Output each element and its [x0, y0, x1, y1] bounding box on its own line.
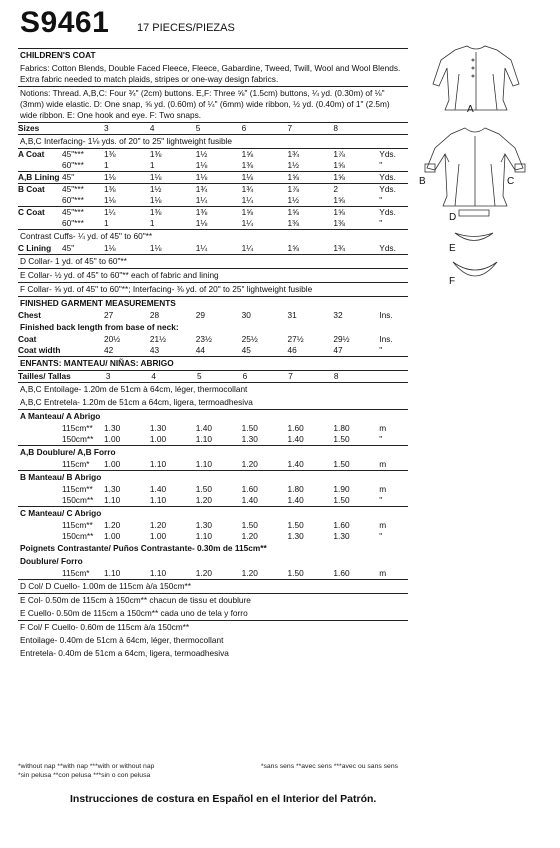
- size-value: 1.10: [104, 568, 121, 578]
- size-value: 1.50: [333, 459, 350, 469]
- poignets-text: Poignets Contrastante/ Puños Contrastante- 0.30m de 115cm**: [20, 543, 267, 553]
- fabric-width: 45": [61, 172, 75, 182]
- size-value: 1.20: [241, 459, 258, 469]
- size-value: 1⅜: [104, 149, 116, 159]
- footnotes: [18, 762, 398, 780]
- size-value: 32: [333, 310, 343, 320]
- unit: m: [379, 484, 387, 494]
- unit: Ins.: [379, 334, 393, 344]
- size-value: 1.10: [149, 495, 167, 505]
- size-value: 1.30: [104, 484, 121, 494]
- spa-group-label: B Manteau/ B Abrigo: [18, 470, 408, 484]
- size-value: 4: [149, 123, 155, 133]
- yardage-row: [18, 171, 408, 183]
- size-value: 1½: [149, 184, 162, 194]
- size-value: 1⅝: [333, 160, 345, 170]
- fabric-width: 60"***: [61, 195, 84, 205]
- unit: m: [379, 459, 387, 469]
- yardage-row: [18, 148, 408, 160]
- size-value: 1¼: [195, 195, 208, 205]
- view-f-label: F: [449, 276, 456, 287]
- spa-group-label: A,B Doublure/ A,B Forro: [18, 445, 408, 459]
- size-value: 5: [197, 371, 202, 381]
- size-value: 43: [149, 345, 160, 355]
- size-value: 1¾: [195, 184, 208, 194]
- size-value: 28: [149, 310, 160, 320]
- size-value: 1.50: [287, 568, 304, 578]
- yardage-row: [18, 218, 408, 229]
- metric-row: [18, 423, 408, 434]
- footnote-english: *without nap **with nap ***with or without nap: [18, 763, 155, 770]
- size-value: 5: [195, 123, 201, 133]
- yardage-chart: [18, 48, 408, 660]
- fabric-width: 60"***: [61, 218, 84, 228]
- garment-illustrations: [415, 40, 545, 300]
- size-value: 1.40: [241, 495, 258, 505]
- row-label: Tailles/ Tallas: [18, 371, 71, 381]
- cuffs-text: Contrast Cuffs- ¼ yd. of 45" to 60"**: [18, 229, 408, 243]
- size-value: 1.30: [195, 520, 212, 530]
- sizes-row: [18, 122, 408, 134]
- e-collar-text: E Collar- ½ yd. of 45" to 60"** each of fabric and lining: [18, 268, 408, 282]
- size-value: 1¼: [241, 195, 254, 205]
- size-value: 1.30: [104, 423, 121, 433]
- row-label: C Coat: [18, 207, 45, 217]
- size-value: 1¾: [241, 184, 254, 194]
- fabric-width: 45"***: [61, 184, 84, 194]
- size-value: 1⅛: [195, 172, 208, 182]
- unit: ": [379, 434, 383, 444]
- c-lining-row: [18, 243, 408, 254]
- size-value: 21½: [149, 334, 167, 344]
- size-value: 8: [333, 371, 339, 381]
- unit: [379, 371, 408, 382]
- size-value: 1⅛: [241, 172, 254, 182]
- back-length-label: Finished back length from base of neck:: [20, 322, 179, 332]
- metric-row: [18, 484, 408, 495]
- view-d-label: D: [449, 212, 457, 223]
- pieces-count: 17 PIECES/PIEZAS: [137, 22, 235, 34]
- size-value: 27: [104, 310, 114, 320]
- entoilage-f-text: Entoilage- 0.40m de 51cm à 64cm, léger, thermocollant: [20, 635, 224, 645]
- size-value: 29½: [333, 334, 350, 344]
- size-value: 1⅜: [333, 218, 345, 228]
- size-value: 3: [105, 371, 111, 381]
- size-value: 1.30: [333, 531, 350, 541]
- doublure-row: [18, 568, 408, 579]
- view-e-label: E: [449, 243, 456, 254]
- unit: [379, 123, 408, 134]
- size-value: 1.40: [287, 434, 304, 444]
- row-label: [18, 195, 62, 206]
- chest-row: [18, 310, 408, 321]
- fabrics-text: Fabrics: Cotton Blends, Double Faced Fleece, Fleece, Gabardine, Tweed, Twill, Wool and Wool Blends. Extra fabric needed to match plaids, stripes or one-way design fabrics.: [20, 63, 401, 84]
- pattern-code: S9461: [20, 6, 110, 39]
- coat-length-row: [18, 334, 408, 345]
- size-value: 1⅛: [195, 218, 208, 228]
- size-value: 1.80: [287, 484, 304, 494]
- unit: ": [379, 345, 383, 355]
- fabric-width: 45"***: [61, 149, 84, 159]
- size-value: 25½: [241, 334, 258, 344]
- row-label: Sizes: [18, 123, 40, 133]
- yardage-row: [18, 160, 408, 171]
- size-value: 44: [195, 345, 206, 355]
- size-value: 1⅝: [287, 172, 300, 182]
- f-col-text: F Col/ F Cuello- 0.60m de 115cm à/a 150cm**: [18, 620, 408, 634]
- e-cuello-text: E Cuello- 0.50m de 115cm a 150cm** cada uno de tela y forro: [20, 608, 248, 618]
- size-value: 1.10: [195, 459, 212, 469]
- unit: Ins.: [379, 310, 393, 320]
- entoilage-text: A,B,C Entoilage- 1.20m de 51cm à 64cm, léger, thermocollant: [18, 382, 408, 396]
- fabric-width: 45": [61, 243, 75, 253]
- size-value: 7: [287, 123, 293, 133]
- size-value: 1⅝: [241, 149, 254, 159]
- row-label: [18, 520, 62, 531]
- size-value: 1.00: [149, 434, 167, 444]
- spa-group-label: A Manteau/ A Abrigo: [18, 409, 408, 423]
- unit: ": [379, 218, 383, 228]
- row-label: C Lining: [18, 243, 52, 253]
- fabric-width: 115cm*: [61, 568, 90, 578]
- unit: ": [379, 495, 383, 505]
- interfacing-text: A,B,C Interfacing- 1⅛ yds. of 20" to 25" lightweight fusible: [18, 134, 408, 148]
- unit: Yds.: [379, 184, 396, 194]
- size-value: 1⅝: [333, 207, 345, 217]
- view-a-label: A: [467, 104, 474, 115]
- size-value: 1⅜: [241, 160, 254, 170]
- size-value: 46: [287, 345, 297, 355]
- unit: Yds.: [379, 149, 396, 159]
- size-value: 1½: [287, 195, 300, 205]
- size-value: 42: [104, 345, 114, 355]
- size-value: 23½: [195, 334, 212, 344]
- size-value: 1⅛: [149, 195, 162, 205]
- fabric-width: 115cm**: [61, 484, 93, 494]
- size-value: 30: [241, 310, 251, 320]
- fabric-width: 60"***: [61, 160, 84, 170]
- entretela-f-text: Entretela- 0.40m de 51cm a 64cm, ligera, termoadhesiva: [20, 648, 229, 658]
- size-value: 1¼: [195, 243, 208, 253]
- metric-row: [18, 459, 408, 470]
- size-value: 1¼: [241, 243, 254, 253]
- size-value: 1⅛: [149, 172, 162, 182]
- size-value: 1.60: [333, 520, 350, 530]
- size-value: 1.20: [149, 520, 167, 530]
- size-value: 1¼: [241, 218, 254, 228]
- row-label: A,B Lining: [18, 172, 60, 182]
- size-value: 2: [333, 184, 339, 194]
- size-value: 1⅜: [149, 149, 162, 159]
- size-value: 1.40: [149, 484, 167, 494]
- row-label: [18, 531, 62, 542]
- entretela-text: A,B,C Entretela- 1.20m de 51cm a 64cm, ligera, termoadhesiva: [20, 397, 253, 407]
- row-label: [18, 495, 62, 506]
- unit: Yds.: [379, 243, 396, 253]
- size-value: 1.60: [333, 568, 350, 578]
- row-label: Coat width: [18, 345, 61, 355]
- size-value: 1.00: [104, 531, 121, 541]
- fabric-width: 150cm**: [61, 531, 94, 541]
- unit: ": [379, 195, 383, 205]
- size-value: 1⅛: [195, 160, 208, 170]
- size-value: 1.10: [149, 568, 167, 578]
- row-label: Chest: [18, 310, 42, 320]
- size-value: 1⅛: [104, 243, 116, 253]
- size-value: 1⅜: [104, 184, 116, 194]
- tallas-row: [18, 370, 408, 382]
- size-value: 1⅜: [287, 218, 300, 228]
- view-c-label: C: [507, 176, 515, 187]
- size-value: 1.00: [104, 459, 121, 469]
- footnote-spanish: *sin pelusa **con pelusa ***sin o con pelusa: [18, 772, 151, 779]
- unit: Yds.: [379, 207, 396, 217]
- row-label: [18, 484, 62, 495]
- size-value: 1.10: [195, 434, 212, 444]
- section-title-spanish: ENFANTS: MANTEAU/ NIÑAS: ABRIGO: [18, 356, 408, 370]
- size-value: 1.10: [104, 495, 121, 505]
- fabric-width: 150cm**: [61, 495, 94, 505]
- size-value: 1.40: [287, 459, 304, 469]
- size-value: 1⅞: [287, 184, 300, 194]
- size-value: 1⅛: [149, 243, 162, 253]
- fabric-width: [62, 123, 104, 134]
- size-value: 29: [195, 310, 206, 320]
- size-value: 27½: [287, 334, 304, 344]
- pattern-header: [20, 6, 109, 40]
- row-label: B Coat: [18, 184, 45, 194]
- fabric-width: 115cm**: [61, 520, 93, 530]
- size-value: 1.50: [241, 423, 258, 433]
- size-value: 1¼: [104, 207, 116, 217]
- size-value: 1.10: [149, 459, 167, 469]
- size-value: 1.50: [287, 520, 304, 530]
- size-value: 1⅝: [287, 207, 300, 217]
- size-value: 1: [149, 160, 155, 170]
- size-value: 45: [241, 345, 251, 355]
- size-value: 1.50: [241, 520, 258, 530]
- f-collar-text: F Collar- ⅝ yd. of 45" to 60"**; Interfacing- ⅜ yd. of 20" to 25" lightweight fusible: [18, 282, 408, 296]
- size-value: 1.60: [287, 423, 304, 433]
- size-value: 1⅜: [149, 207, 162, 217]
- d-col-text: D Col/ D Cuello- 1.00m de 115cm à/a 150cm**: [18, 579, 408, 593]
- size-value: 1.50: [333, 434, 350, 444]
- size-value: 1.10: [195, 531, 212, 541]
- size-value: 1.50: [333, 495, 350, 505]
- size-value: 1½: [195, 149, 208, 159]
- size-value: 1⅛: [104, 195, 116, 205]
- size-value: 8: [333, 123, 339, 133]
- size-value: 1.30: [287, 531, 304, 541]
- size-value: 1.30: [149, 423, 167, 433]
- metric-row: [18, 520, 408, 531]
- metric-row: [18, 531, 408, 542]
- size-value: 1.30: [241, 434, 258, 444]
- size-value: 6: [242, 371, 248, 381]
- yardage-row: [18, 195, 408, 206]
- unit: ": [379, 531, 383, 541]
- size-value: 1½: [287, 160, 300, 170]
- size-value: 3: [104, 123, 109, 133]
- size-value: 1.90: [333, 484, 350, 494]
- fabric-width: 150cm**: [61, 434, 94, 444]
- size-value: 1: [104, 160, 109, 170]
- size-value: 1⅝: [333, 195, 345, 205]
- view-b-label: B: [419, 176, 426, 187]
- fabric-width: 45"***: [61, 207, 84, 217]
- yardage-row: [18, 183, 408, 195]
- size-value: 1.20: [241, 568, 258, 578]
- fabric-width: [62, 334, 104, 345]
- size-value: 1¾: [333, 243, 345, 253]
- spanish-instructions-note: Instrucciones de costura en Español en el Interior del Patrón.: [70, 793, 377, 805]
- notions-text: Notions: Thread. A,B,C: Four ¾" (2cm) buttons. E,F: Three ⅝" (1.5cm) buttons, ¼ yd. (0.30m) of ⅛" (3mm) wide elastic. D: One snap, ⅝ yd. (0.60m) of ¼" (6mm) wide ribbon, ½ yd. (0.40m) of 1" (2.5m) wide ribbon. E: One hook and eye. F: Two snaps.: [18, 86, 408, 122]
- footnote-french: *sans sens **avec sens ***avec ou sans sens: [260, 763, 398, 770]
- row-label: [18, 434, 62, 445]
- size-value: 47: [333, 345, 343, 355]
- size-value: 1⅞: [333, 149, 345, 159]
- row-label: [18, 218, 62, 229]
- size-value: 7: [288, 371, 293, 381]
- size-value: 1.20: [195, 568, 212, 578]
- fabric-width: 115cm*: [61, 459, 90, 469]
- d-collar-text: D Collar- 1 yd. of 45" to 60"**: [18, 254, 408, 268]
- size-value: 1.00: [104, 434, 121, 444]
- size-value: 1.00: [149, 531, 167, 541]
- size-value: 4: [151, 371, 157, 381]
- size-value: 1⅛: [104, 172, 116, 182]
- size-value: 6: [241, 123, 247, 133]
- doublure-label: Doublure/ Forro: [20, 556, 83, 566]
- metric-row: [18, 434, 408, 445]
- row-label: [18, 568, 62, 579]
- coat-views-drawing: [415, 40, 545, 300]
- size-value: 1.50: [195, 484, 212, 494]
- size-value: 31: [287, 310, 297, 320]
- size-value: 1: [104, 218, 109, 228]
- spa-group-label: C Manteau/ C Abrigo: [18, 506, 408, 520]
- unit: m: [379, 568, 387, 578]
- size-value: 20½: [104, 334, 121, 344]
- size-value: 1.40: [287, 495, 304, 505]
- unit: ": [379, 160, 383, 170]
- row-label: [18, 423, 62, 434]
- row-label: [18, 160, 62, 171]
- size-value: 1.20: [195, 495, 212, 505]
- size-value: 1⅝: [287, 243, 300, 253]
- yardage-row: [18, 206, 408, 218]
- row-label: A Coat: [18, 149, 45, 159]
- e-col-text: E Col- 0.50m de 115cm à 150cm** chacun de tissu et doublure: [18, 593, 408, 607]
- size-value: 1¾: [287, 149, 300, 159]
- row-label: [18, 459, 62, 470]
- metric-row: [18, 495, 408, 506]
- size-value: 1: [149, 218, 155, 228]
- unit: Yds.: [379, 172, 396, 182]
- section-title-english: CHILDREN'S COAT: [18, 48, 408, 62]
- size-value: 1⅝: [241, 207, 254, 217]
- size-value: 1.60: [241, 484, 258, 494]
- fabric-width: 115cm**: [61, 423, 93, 433]
- size-value: 1.80: [333, 423, 350, 433]
- size-value: 1.20: [104, 520, 121, 530]
- size-value: 1.20: [241, 531, 258, 541]
- size-value: 1.40: [195, 423, 212, 433]
- fabric-width: [64, 371, 106, 382]
- size-value: 1⅜: [195, 207, 208, 217]
- coat-width-row: [18, 345, 408, 356]
- fabric-width: [62, 310, 104, 321]
- fabric-width: [62, 345, 104, 356]
- unit: m: [379, 520, 387, 530]
- row-label: Coat: [18, 334, 37, 344]
- size-value: 1⅝: [333, 172, 345, 182]
- unit: m: [379, 423, 387, 433]
- measurements-title: FINISHED GARMENT MEASUREMENTS: [18, 296, 408, 310]
